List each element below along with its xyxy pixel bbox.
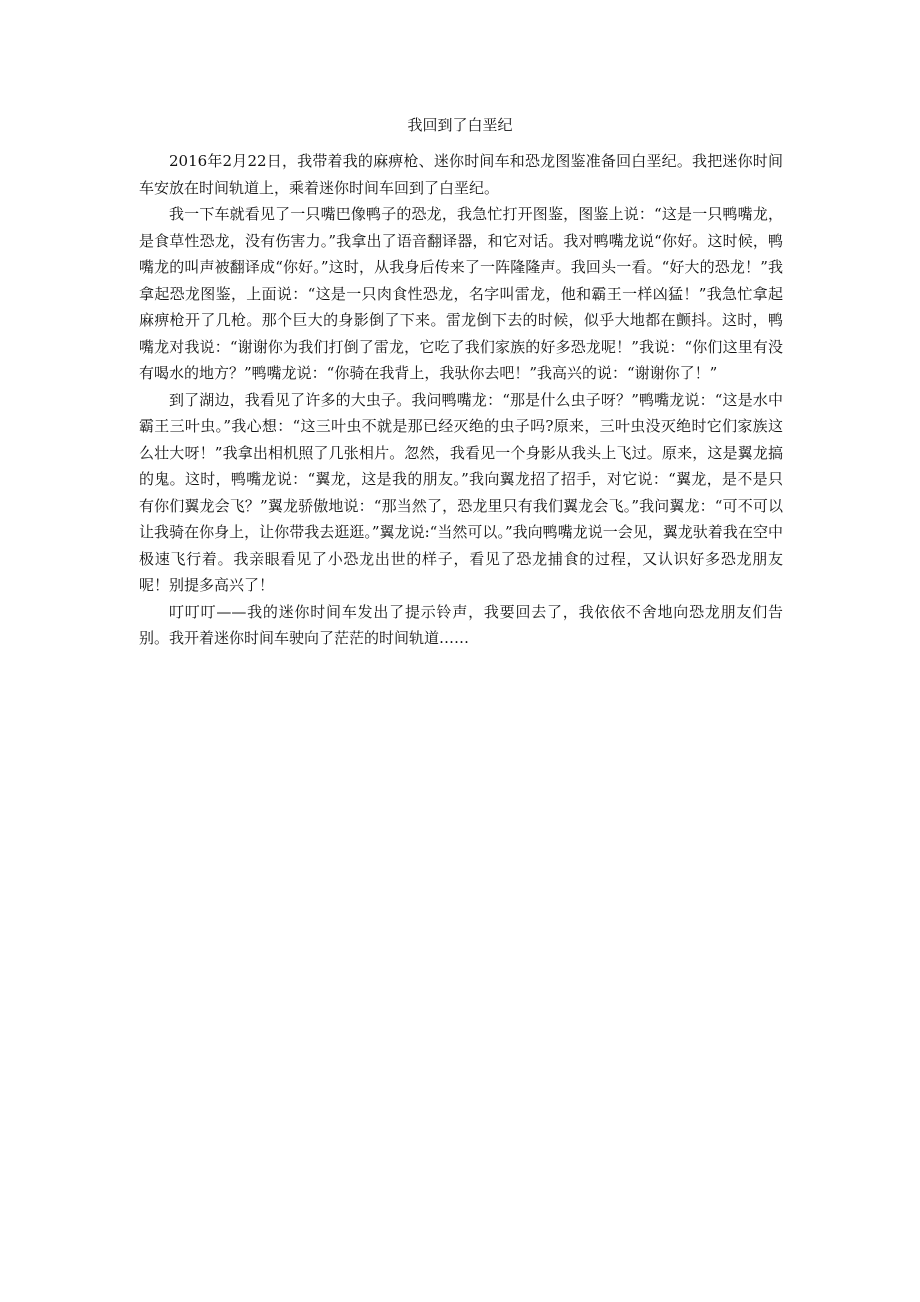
document-body [139,148,783,652]
paragraph: 到了湖边，我看见了许多的大虫子。我问鸭嘴龙：“那是什么虫子呀？”鸭嘴龙说：“这是水中霸王三叶虫。”我心想：“这三叶虫不就是那已经灭绝的虫子吗?原来，三叶虫没灭绝时它们家族这么壮大呀！”我拿出相机照了几张相片。忽然，我看见一个身影从我头上飞过。原来，这是翼龙搞的鬼。这时，鸭嘴龙说：“翼龙，这是我的朋友。”我向翼龙招了招手，对它说：“翼龙，是不是只有你们翼龙会飞？”翼龙骄傲地说：“那当然了，恐龙里只有我们翼龙会飞。”我问翼龙：“可不可以让我骑在你身上，让你带我去逛逛。”翼龙说:“当然可以。”我向鸭嘴龙说一会见，翼龙驮着我在空中极速飞行着。我亲眼看见了小恐龙出世的样子，看见了恐龙捕食的过程，又认识好多恐龙朋友呢！别提多高兴了！ [139,390,783,594]
document-title: 我回到了白垩纪 [407,116,513,134]
paragraph: 2016年2月22日，我带着我的麻痹枪、迷你时间车和恐龙图鉴准备回白垩纪。我把迷你时间车安放在时间轨道上，乘着迷你时间车回到了白垩纪。 [139,152,783,197]
paragraph: 我一下车就看见了一只嘴巴像鸭子的恐龙，我急忙打开图鉴，图鉴上说：“这是一只鸭嘴龙，是食草性恐龙，没有伤害力。”我拿出了语音翻译器，和它对话。我对鸭嘴龙说“你好。这时候，鸭嘴龙的叫声被翻译成“你好。”这时，从我身后传来了一阵隆隆声。我回头一看。“好大的恐龙！”我拿起恐龙图鉴，上面说：“这是一只肉食性恐龙，名字叫雷龙，他和霸王一样凶猛！”我急忙拿起麻痹枪开了几枪。那个巨大的身影倒了下来。雷龙倒下去的时候，似乎大地都在颤抖。这时，鸭嘴龙对我说：“谢谢你为我们打倒了雷龙，它吃了我们家族的好多恐龙呢！”我说：“你们这里有没有喝水的地方？”鸭嘴龙说：“你骑在我背上，我驮你去吧！”我高兴的说：“谢谢你了！” [139,205,783,382]
paragraph: 叮叮叮——我的迷你时间车发出了提示铃声，我要回去了，我依依不舍地向恐龙朋友们告别。我开着迷你时间车驶向了茫茫的时间轨道…… [139,602,783,647]
